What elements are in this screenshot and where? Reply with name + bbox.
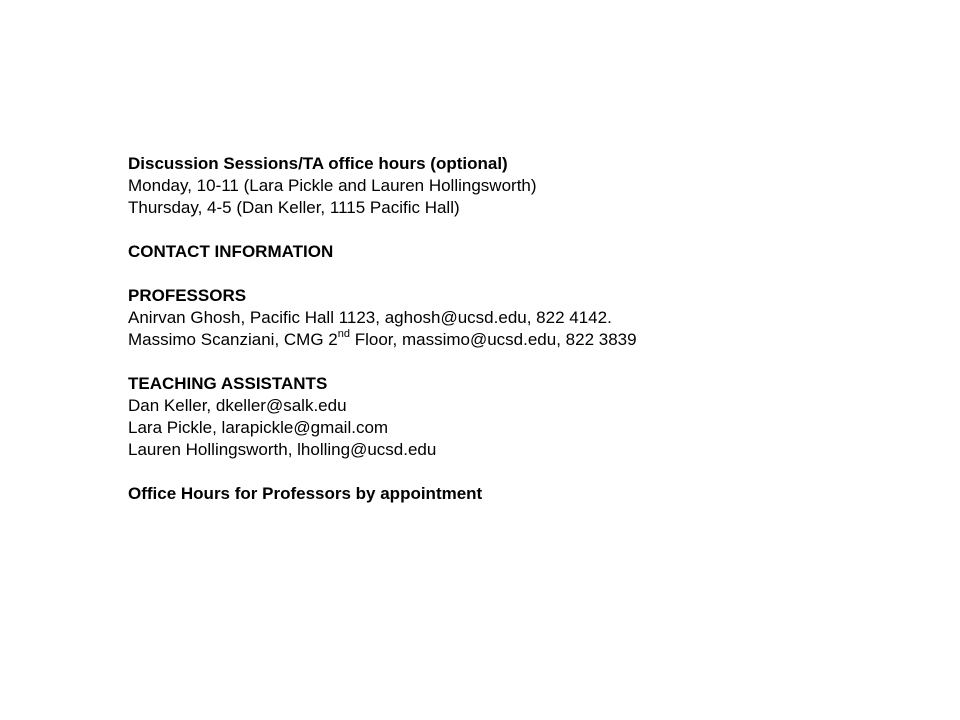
professor-scanziani-part2: Floor, massimo@ucsd.edu, 822 3839 [349,330,637,349]
spacer [128,351,908,373]
ta-pickle: Lara Pickle, larapickle@gmail.com [128,418,389,437]
syllabus-contact-section [128,153,908,505]
office-hours-note: Office Hours for Professors by appointment [128,484,483,503]
ta-hollingsworth: Lauren Hollingsworth, lholling@ucsd.edu [128,440,437,459]
ordinal-suffix: nd [337,328,350,341]
ta-keller: Dan Keller, dkeller@salk.edu [128,396,347,415]
professors-heading: PROFESSORS [128,286,247,305]
contact-heading: CONTACT INFORMATION [128,242,334,261]
spacer [128,219,908,241]
ta-heading: TEACHING ASSISTANTS [128,374,328,393]
spacer [128,263,908,285]
professor-scanziani [128,329,908,351]
spacer [128,461,908,483]
discussion-session-monday: Monday, 10-11 (Lara Pickle and Lauren Hollingsworth) [128,176,537,195]
discussion-session-thursday: Thursday, 4-5 (Dan Keller, 1115 Pacific Hall) [128,198,460,217]
professor-scanziani-part1: Massimo Scanziani, CMG 2 [128,330,338,349]
discussion-heading: Discussion Sessions/TA office hours (optional) [128,154,508,173]
professor-ghosh: Anirvan Ghosh, Pacific Hall 1123, aghosh@ucsd.edu, 822 4142. [128,308,612,327]
